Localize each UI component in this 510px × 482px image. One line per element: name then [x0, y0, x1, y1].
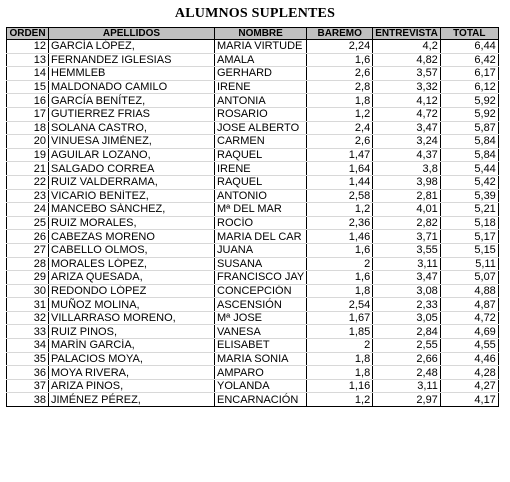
- baremo-cell: 1,64: [307, 162, 373, 176]
- total-cell: 5,84: [440, 148, 498, 162]
- entrevista-cell: 3,71: [373, 230, 441, 244]
- total-cell: 6,17: [440, 67, 498, 81]
- nombre-cell: IRENE: [215, 162, 307, 176]
- header-row: [7, 28, 499, 40]
- column-header-entrevista: ENTREVISTA: [373, 28, 441, 40]
- orden-cell: 16: [7, 94, 49, 108]
- baremo-cell: 2,54: [307, 298, 373, 312]
- nombre-cell: YOLANDA: [215, 379, 307, 393]
- column-header-nombre: NOMBRE: [215, 28, 307, 40]
- entrevista-cell: 3,55: [373, 243, 441, 257]
- entrevista-cell: 3,8: [373, 162, 441, 176]
- entrevista-cell: 3,08: [373, 284, 441, 298]
- orden-cell: 26: [7, 230, 49, 244]
- entrevista-cell: 3,47: [373, 121, 441, 135]
- nombre-cell: MARIA SONIA: [215, 352, 307, 366]
- entrevista-cell: 4,82: [373, 53, 441, 67]
- apellidos-cell: ARIZA QUESADA,: [49, 271, 215, 285]
- entrevista-cell: 2,81: [373, 189, 441, 203]
- column-header-total: TOTAL: [440, 28, 498, 40]
- table-row: [7, 243, 499, 257]
- orden-cell: 30: [7, 284, 49, 298]
- entrevista-cell: 2,97: [373, 393, 441, 407]
- orden-cell: 21: [7, 162, 49, 176]
- total-cell: 5,39: [440, 189, 498, 203]
- nombre-cell: ANTONIO: [215, 189, 307, 203]
- nombre-cell: AMALA: [215, 53, 307, 67]
- apellidos-cell: SOLANA CASTRO,: [49, 121, 215, 135]
- apellidos-cell: MUÑOZ MOLINA,: [49, 298, 215, 312]
- baremo-cell: 1,8: [307, 352, 373, 366]
- baremo-cell: 2: [307, 257, 373, 271]
- total-cell: 4,17: [440, 393, 498, 407]
- nombre-cell: MARIA DEL CAR: [215, 230, 307, 244]
- orden-cell: 25: [7, 216, 49, 230]
- table-row: [7, 284, 499, 298]
- entrevista-cell: 4,37: [373, 148, 441, 162]
- baremo-cell: 2,6: [307, 67, 373, 81]
- baremo-cell: 2,36: [307, 216, 373, 230]
- total-cell: 5,84: [440, 135, 498, 149]
- total-cell: 5,17: [440, 230, 498, 244]
- baremo-cell: 1,2: [307, 107, 373, 121]
- total-cell: 5,42: [440, 175, 498, 189]
- nombre-cell: SUSANA: [215, 257, 307, 271]
- baremo-cell: 2,6: [307, 135, 373, 149]
- table-row: [7, 189, 499, 203]
- orden-cell: 33: [7, 325, 49, 339]
- table-row: [7, 393, 499, 407]
- table-row: [7, 121, 499, 135]
- total-cell: 5,92: [440, 94, 498, 108]
- table-row: [7, 67, 499, 81]
- entrevista-cell: 3,98: [373, 175, 441, 189]
- apellidos-cell: VICARIO BENÍTEZ,: [49, 189, 215, 203]
- nombre-cell: ROSARIO: [215, 107, 307, 121]
- apellidos-cell: RUIZ MORALES,: [49, 216, 215, 230]
- table-row: [7, 40, 499, 54]
- orden-cell: 19: [7, 148, 49, 162]
- table-row: [7, 94, 499, 108]
- orden-cell: 18: [7, 121, 49, 135]
- orden-cell: 22: [7, 175, 49, 189]
- baremo-cell: 1,46: [307, 230, 373, 244]
- baremo-cell: 1,8: [307, 284, 373, 298]
- baremo-cell: 2,24: [307, 40, 373, 54]
- nombre-cell: Mª JOSE: [215, 311, 307, 325]
- nombre-cell: RAQUEL: [215, 148, 307, 162]
- total-cell: 4,72: [440, 311, 498, 325]
- baremo-cell: 2: [307, 339, 373, 353]
- entrevista-cell: 3,47: [373, 271, 441, 285]
- table-row: [7, 216, 499, 230]
- nombre-cell: RAQUEL: [215, 175, 307, 189]
- nombre-cell: ENCARNACIÓN: [215, 393, 307, 407]
- table-row: [7, 298, 499, 312]
- total-cell: 4,46: [440, 352, 498, 366]
- entrevista-cell: 3,57: [373, 67, 441, 81]
- nombre-cell: GERHARD: [215, 67, 307, 81]
- apellidos-cell: VINUESA JIMÉNEZ,: [49, 135, 215, 149]
- nombre-cell: VANESA: [215, 325, 307, 339]
- baremo-cell: 1,85: [307, 325, 373, 339]
- nombre-cell: IRENE: [215, 80, 307, 94]
- nombre-cell: AMPARO: [215, 366, 307, 380]
- table-row: [7, 135, 499, 149]
- page-title: ALUMNOS SUPLENTES: [174, 6, 336, 21]
- orden-cell: 31: [7, 298, 49, 312]
- table-row: [7, 230, 499, 244]
- apellidos-cell: GARCÍA BENÍTEZ,: [49, 94, 215, 108]
- total-cell: 6,12: [440, 80, 498, 94]
- baremo-cell: 1,2: [307, 393, 373, 407]
- baremo-cell: 1,47: [307, 148, 373, 162]
- table-row: [7, 257, 499, 271]
- apellidos-cell: MORALES LÓPEZ,: [49, 257, 215, 271]
- entrevista-cell: 2,84: [373, 325, 441, 339]
- baremo-cell: 1,44: [307, 175, 373, 189]
- nombre-cell: ASCENSIÓN: [215, 298, 307, 312]
- total-cell: 4,27: [440, 379, 498, 393]
- apellidos-cell: AGUILAR LOZANO,: [49, 148, 215, 162]
- total-cell: 4,28: [440, 366, 498, 380]
- orden-cell: 13: [7, 53, 49, 67]
- apellidos-cell: SALGADO CORREA: [49, 162, 215, 176]
- table-row: [7, 80, 499, 94]
- total-cell: 4,87: [440, 298, 498, 312]
- baremo-cell: 2,8: [307, 80, 373, 94]
- baremo-cell: 2,4: [307, 121, 373, 135]
- orden-cell: 28: [7, 257, 49, 271]
- nombre-cell: ANTONIA: [215, 94, 307, 108]
- table-row: [7, 271, 499, 285]
- entrevista-cell: 2,33: [373, 298, 441, 312]
- orden-cell: 37: [7, 379, 49, 393]
- total-cell: 5,44: [440, 162, 498, 176]
- baremo-cell: 2,58: [307, 189, 373, 203]
- table-row: [7, 107, 499, 121]
- nombre-cell: JOSE ALBERTO: [215, 121, 307, 135]
- table-row: [7, 203, 499, 217]
- apellidos-cell: JIMÉNEZ PÉREZ,: [49, 393, 215, 407]
- total-cell: 5,15: [440, 243, 498, 257]
- orden-cell: 32: [7, 311, 49, 325]
- nombre-cell: FRANCISCO JAY: [215, 271, 307, 285]
- entrevista-cell: 3,11: [373, 257, 441, 271]
- total-cell: 4,55: [440, 339, 498, 353]
- baremo-cell: 1,6: [307, 243, 373, 257]
- apellidos-cell: VILLARRASO MORENO,: [49, 311, 215, 325]
- orden-cell: 23: [7, 189, 49, 203]
- orden-cell: 14: [7, 67, 49, 81]
- total-cell: 6,42: [440, 53, 498, 67]
- orden-cell: 36: [7, 366, 49, 380]
- apellidos-cell: RUIZ VALDERRAMA,: [49, 175, 215, 189]
- nombre-cell: CONCEPCIÓN: [215, 284, 307, 298]
- apellidos-cell: CABELLO OLMOS,: [49, 243, 215, 257]
- total-cell: 5,11: [440, 257, 498, 271]
- apellidos-cell: ARIZA PINOS,: [49, 379, 215, 393]
- baremo-cell: 1,16: [307, 379, 373, 393]
- table-row: [7, 311, 499, 325]
- entrevista-cell: 3,11: [373, 379, 441, 393]
- table-row: [7, 366, 499, 380]
- table-row: [7, 162, 499, 176]
- total-cell: 5,07: [440, 271, 498, 285]
- orden-cell: 17: [7, 107, 49, 121]
- apellidos-cell: HEMMLEB: [49, 67, 215, 81]
- apellidos-cell: GARCÍA LÓPEZ,: [49, 40, 215, 54]
- table-row: [7, 339, 499, 353]
- baremo-cell: 1,8: [307, 366, 373, 380]
- entrevista-cell: 2,82: [373, 216, 441, 230]
- table-row: [7, 175, 499, 189]
- nombre-cell: Mª DEL MAR: [215, 203, 307, 217]
- entrevista-cell: 2,48: [373, 366, 441, 380]
- orden-cell: 15: [7, 80, 49, 94]
- apellidos-cell: MOYA RIVERA,: [49, 366, 215, 380]
- table-row: [7, 352, 499, 366]
- apellidos-cell: MALDONADO CAMILO: [49, 80, 215, 94]
- total-cell: 5,21: [440, 203, 498, 217]
- total-cell: 5,87: [440, 121, 498, 135]
- baremo-cell: 1,6: [307, 271, 373, 285]
- orden-cell: 27: [7, 243, 49, 257]
- baremo-cell: 1,8: [307, 94, 373, 108]
- apellidos-cell: GUTIERREZ FRIAS: [49, 107, 215, 121]
- nombre-cell: CARMEN: [215, 135, 307, 149]
- orden-cell: 35: [7, 352, 49, 366]
- apellidos-cell: RUIZ PINOS,: [49, 325, 215, 339]
- entrevista-cell: 3,05: [373, 311, 441, 325]
- entrevista-cell: 4,01: [373, 203, 441, 217]
- entrevista-cell: 2,66: [373, 352, 441, 366]
- entrevista-cell: 3,24: [373, 135, 441, 149]
- orden-cell: 38: [7, 393, 49, 407]
- table-row: [7, 53, 499, 67]
- apellidos-cell: MARÍN GARCÍA,: [49, 339, 215, 353]
- table-body: [7, 40, 499, 407]
- baremo-cell: 1,2: [307, 203, 373, 217]
- column-header-orden: ORDEN: [7, 28, 49, 40]
- total-cell: 5,18: [440, 216, 498, 230]
- baremo-cell: 1,67: [307, 311, 373, 325]
- entrevista-cell: 4,2: [373, 40, 441, 54]
- nombre-cell: ELISABET: [215, 339, 307, 353]
- column-header-apellidos: APELLIDOS: [49, 28, 215, 40]
- table-row: [7, 148, 499, 162]
- apellidos-cell: PALACIOS MOYA,: [49, 352, 215, 366]
- total-cell: 4,88: [440, 284, 498, 298]
- apellidos-cell: FERNANDEZ IGLESIAS: [49, 53, 215, 67]
- nombre-cell: ROCÍO: [215, 216, 307, 230]
- entrevista-cell: 3,32: [373, 80, 441, 94]
- orden-cell: 20: [7, 135, 49, 149]
- entrevista-cell: 2,55: [373, 339, 441, 353]
- orden-cell: 12: [7, 40, 49, 54]
- nombre-cell: MARIA VIRTUDE: [215, 40, 307, 54]
- orden-cell: 24: [7, 203, 49, 217]
- orden-cell: 34: [7, 339, 49, 353]
- apellidos-cell: MANCEBO SÁNCHEZ,: [49, 203, 215, 217]
- total-cell: 6,44: [440, 40, 498, 54]
- apellidos-cell: CABEZAS MORENO: [49, 230, 215, 244]
- baremo-cell: 1,6: [307, 53, 373, 67]
- table-row: [7, 379, 499, 393]
- entrevista-cell: 4,12: [373, 94, 441, 108]
- apellidos-cell: REDONDO LÓPEZ: [49, 284, 215, 298]
- substitutes-table: [6, 27, 499, 407]
- entrevista-cell: 4,72: [373, 107, 441, 121]
- column-header-baremo: BAREMO: [307, 28, 373, 40]
- total-cell: 5,92: [440, 107, 498, 121]
- table-row: [7, 325, 499, 339]
- total-cell: 4,69: [440, 325, 498, 339]
- nombre-cell: JUANA: [215, 243, 307, 257]
- orden-cell: 29: [7, 271, 49, 285]
